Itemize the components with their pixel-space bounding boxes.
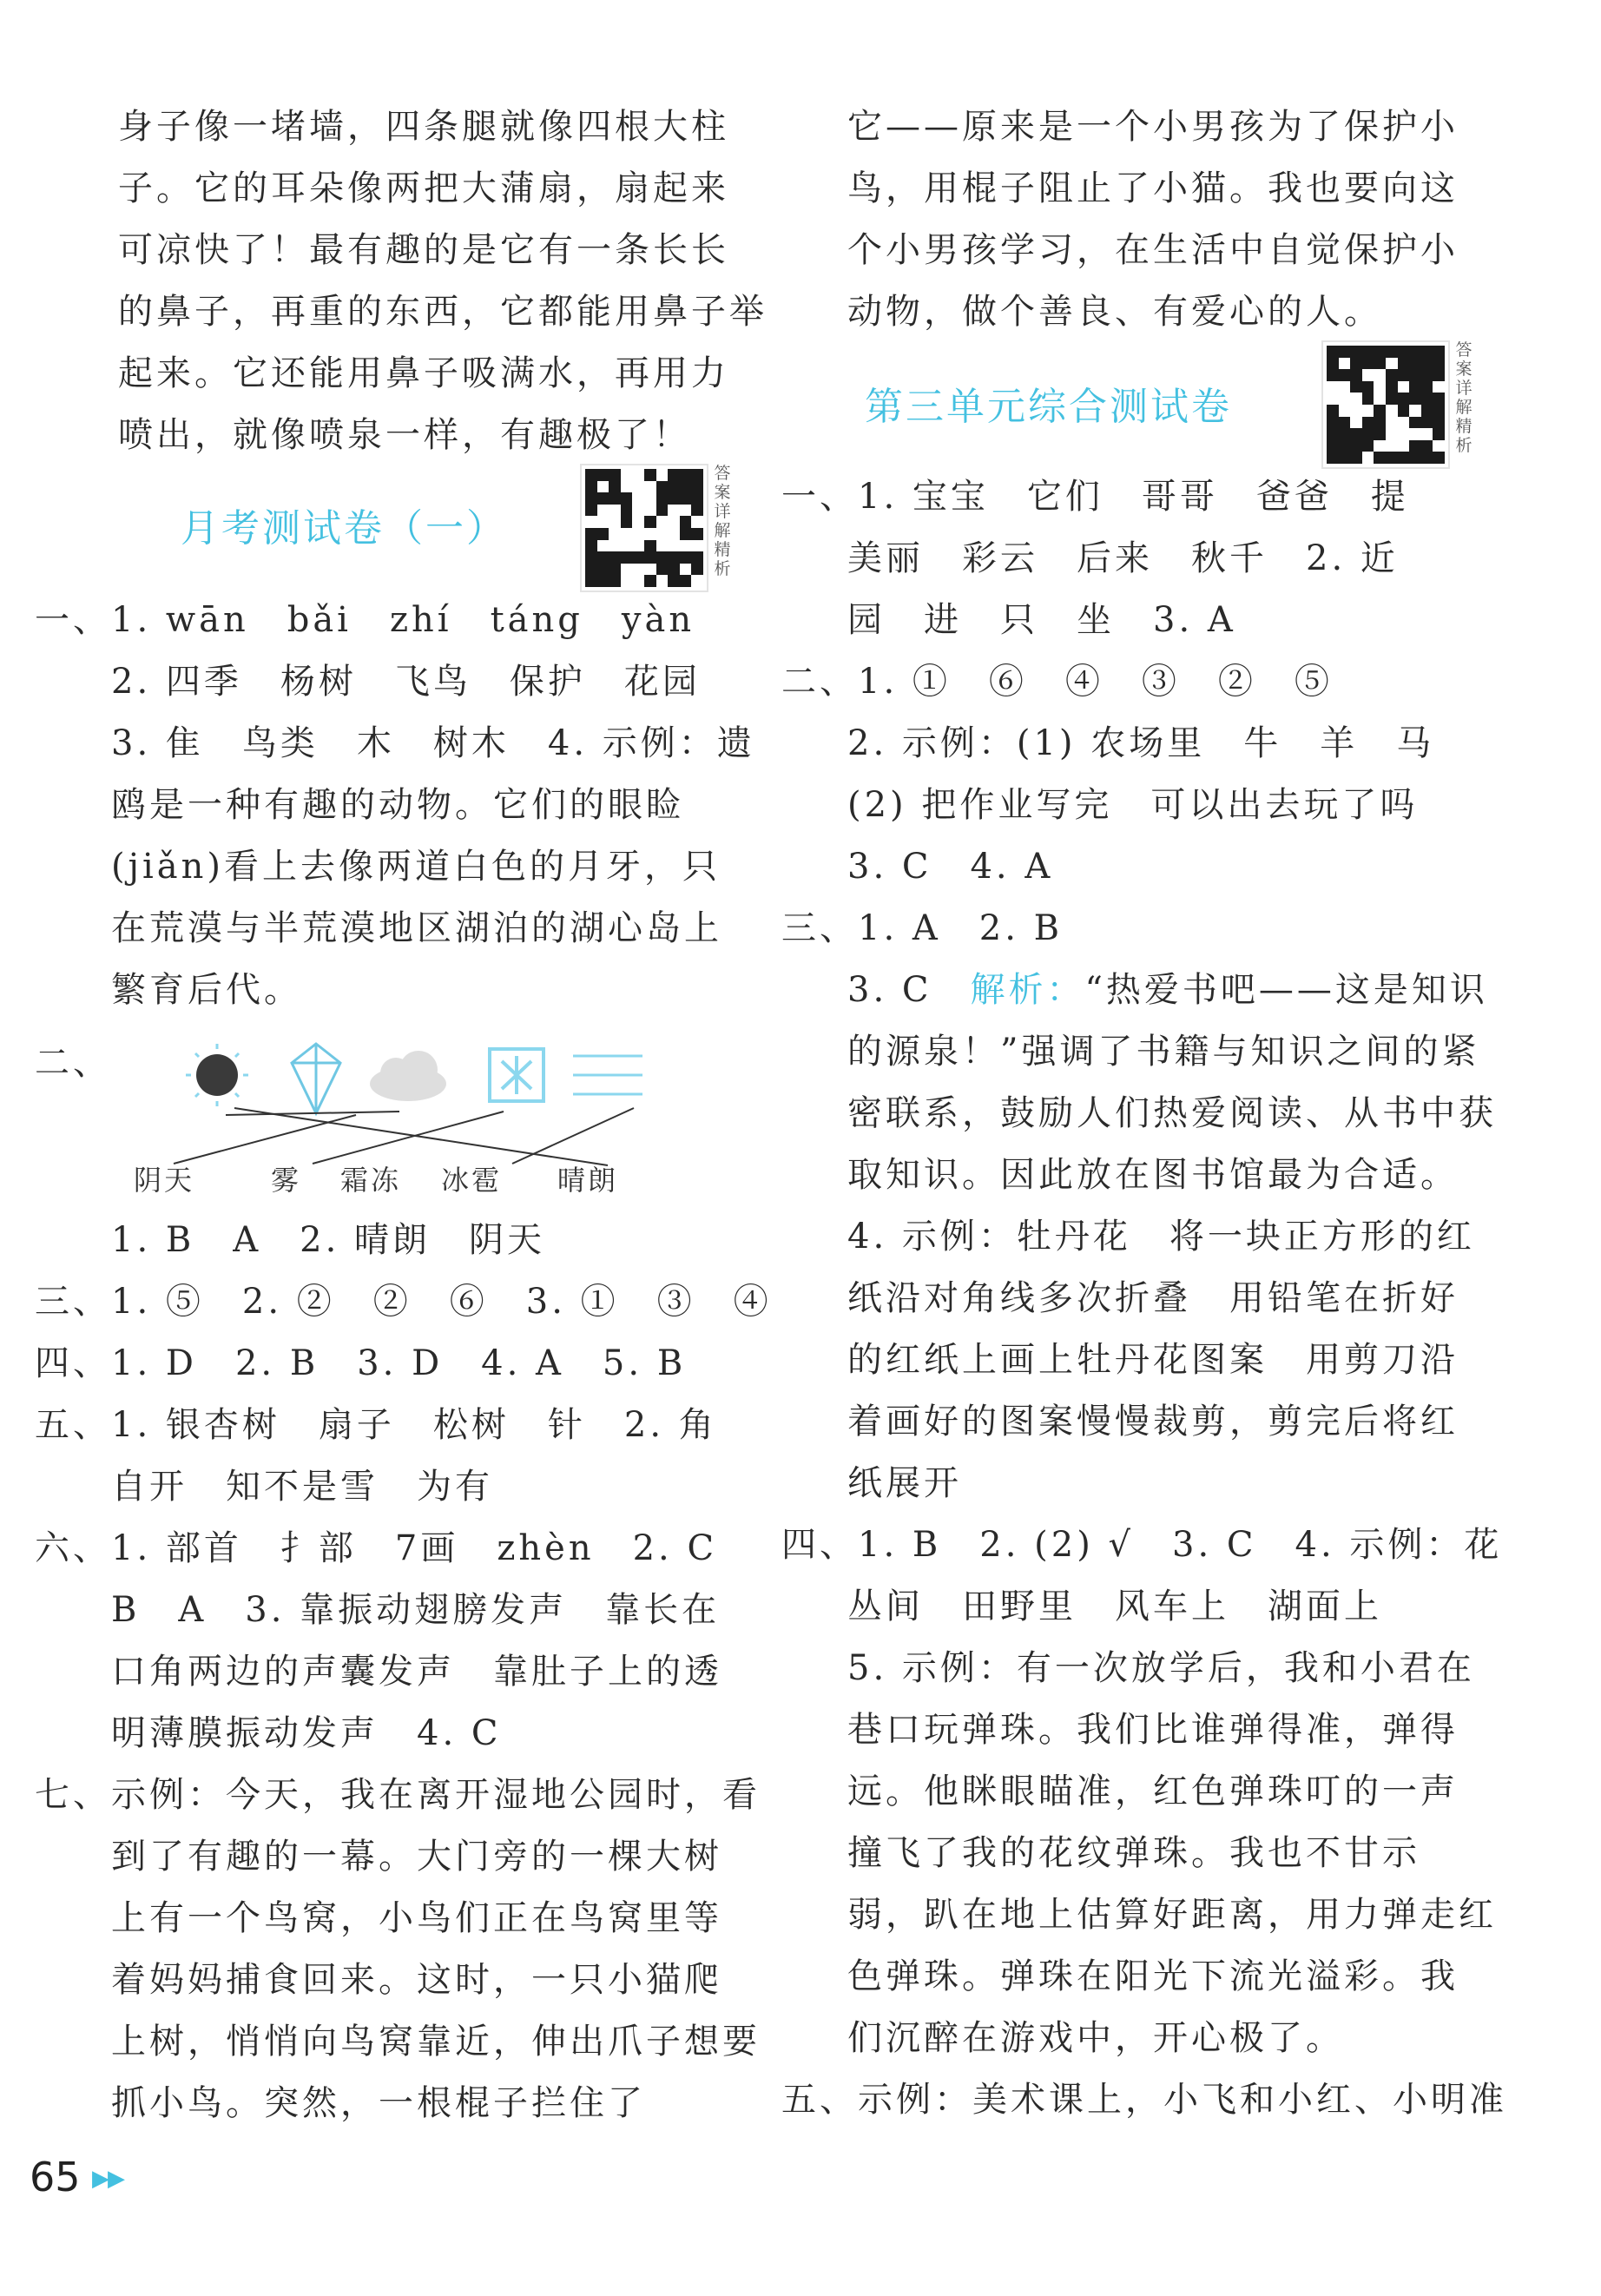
- cloud-icon: [370, 1051, 446, 1101]
- text-line: 5. 示例：有一次放学后，我和小君在: [847, 1648, 1475, 1688]
- hail-icon: [490, 1049, 544, 1101]
- text-line: 远。他眯眼瞄准，红色弹珠叮的一声: [847, 1771, 1459, 1811]
- text-line: 2. 示例：(1) 农场里 牛 羊 马: [847, 723, 1435, 763]
- text-line: 园 进 只 坐 3. A: [847, 600, 1236, 640]
- text-line: 鸥是一种有趣的动物。它们的眼睑: [111, 785, 684, 825]
- text-line: 4. 示例：牡丹花 将一块正方形的红: [847, 1217, 1475, 1257]
- text-line: (2) 把作业写完 可以出去玩了吗: [847, 785, 1419, 825]
- matching-lines: [174, 1108, 634, 1165]
- text-line: 动物，做个善良、有爱心的人。: [847, 292, 1382, 332]
- text-line: 七、示例：今天，我在离开湿地公园时，看: [35, 1775, 761, 1815]
- page-arrows-icon: ▶▶: [92, 2166, 123, 2192]
- text-line: 六、1. 部首 扌部 7画 zhèn 2. C: [35, 1528, 718, 1568]
- text-line: 上树，悄悄向鸟窝靠近，伸出爪子想要: [111, 2022, 761, 2062]
- qr-code-icon: [580, 464, 708, 592]
- text-line: 四、1. B 2. (2) √ 3. C 4. 示例：花: [781, 1525, 1503, 1565]
- match-label: 冰雹: [441, 1164, 503, 1197]
- text-line: (jiǎn)看上去像两道白色的月牙，只: [111, 847, 721, 887]
- text-line: 五、1. 银杏树 扇子 松树 针 2. 角: [35, 1405, 717, 1445]
- text-line: 一、1. 宝宝 它们 哥哥 爸爸 提: [781, 477, 1409, 517]
- text-line: 3. C 4. A: [847, 847, 1054, 887]
- text-line: 美丽 彩云 后来 秋千 2. 近: [847, 538, 1399, 578]
- text-line: 二、1. ① ⑥ ④ ③ ② ⑤: [781, 662, 1333, 702]
- text-line: 身子像一堵墙，四条腿就像四根大柱: [118, 107, 729, 147]
- diamond-icon: [292, 1044, 340, 1113]
- analysis-line: [847, 966, 1488, 1014]
- text-line: 巷口玩弹珠。我们比谁弹得准，弹得: [847, 1710, 1459, 1750]
- section-2-number: 二、: [35, 1043, 111, 1083]
- text-line: 一、1. wān bǎi zhí táng yàn: [35, 600, 695, 640]
- text-line: 的源泉！”强调了书籍与知识之间的紧: [847, 1032, 1480, 1072]
- text-line: 明薄膜振动发声 4. C: [111, 1713, 502, 1753]
- text-line: 可凉快了！最有趣的是它有一条长长: [118, 230, 729, 270]
- text-line: 们沉醉在游戏中，开心极了。: [847, 2018, 1344, 2058]
- text-line: 五、示例：美术课上，小飞和小红、小明准: [781, 2080, 1507, 2120]
- text-line: 的鼻子，再重的东西，它都能用鼻子举: [118, 292, 768, 332]
- text-line: 着画好的图案慢慢裁剪，剪完后将红: [847, 1402, 1459, 1442]
- text-line: 3. 隹 鸟类 木 树木 4. 示例：遗: [111, 723, 755, 763]
- text-line: 在荒漠与半荒漠地区湖泊的湖心岛上: [111, 908, 722, 948]
- sun-icon: [186, 1044, 248, 1106]
- analysis-prefix: 3. C: [847, 970, 971, 1010]
- text-line: 鸟，用棍子阻止了小猫。我也要向这: [847, 168, 1459, 208]
- text-line: 密联系，鼓励人们热爱阅读、从书中获: [847, 1093, 1497, 1133]
- text-line: 取知识。因此放在图书馆最为合适。: [847, 1155, 1459, 1195]
- text-line: 抓小鸟。突然，一根棍子拦住了: [111, 2083, 646, 2123]
- text-line: 口角两边的声囊发声 靠肚子上的透: [111, 1652, 722, 1692]
- text-line: 弱，趴在地上估算好距离，用力弹走红: [847, 1895, 1497, 1935]
- right-section-heading: 第三单元综合测试卷: [865, 385, 1232, 429]
- match-label: 霜冻: [340, 1164, 402, 1197]
- analysis-text: “热爱书吧——这是知识: [1084, 970, 1488, 1010]
- match-label: 晴朗: [557, 1164, 619, 1197]
- match-label: 雾: [271, 1164, 302, 1197]
- text-line: 的红纸上画上牡丹花图案 用剪刀沿: [847, 1340, 1459, 1380]
- text-line: 丛间 田野里 风车上 湖面上: [847, 1587, 1382, 1626]
- analysis-label: 解析：: [970, 970, 1085, 1010]
- text-line: B A 3. 靠振动翅膀发声 靠长在: [111, 1590, 721, 1630]
- text-line: 1. B A 2. 晴朗 阴天: [111, 1220, 546, 1260]
- text-line: 喷出，就像喷泉一样，有趣极了！: [118, 415, 691, 455]
- left-section-heading: 月考测试卷（一）: [181, 506, 507, 551]
- text-line: 起来。它还能用鼻子吸满水，再用力: [118, 353, 729, 393]
- text-line: 纸展开: [847, 1463, 962, 1503]
- text-line: 子。它的耳朵像两把大蒲扇，扇起来: [118, 168, 729, 208]
- text-line: 2. 四季 杨树 飞鸟 保护 花园: [111, 662, 701, 702]
- text-line: 三、1. A 2. B: [781, 908, 1064, 948]
- qr-caption: 答案详解精析: [714, 464, 731, 578]
- text-line: 上有一个鸟窝，小鸟们正在鸟窝里等: [111, 1898, 722, 1938]
- match-label: 阴天: [134, 1164, 195, 1197]
- text-line: 它——原来是一个小男孩为了保护小: [847, 107, 1459, 147]
- text-line: 撞飞了我的花纹弹珠。我也不甘示: [847, 1833, 1420, 1873]
- text-line: 三、1. ⑤ 2. ② ② ⑥ 3. ① ③ ④: [35, 1282, 772, 1322]
- text-line: 纸沿对角线多次折叠 用铅笔在折好: [847, 1278, 1459, 1318]
- text-line: 个小男孩学习，在生活中自觉保护小: [847, 230, 1459, 270]
- text-line: 自开 知不是雪 为有: [111, 1467, 493, 1507]
- text-line: 繁育后代。: [111, 970, 302, 1010]
- text-line: 色弹珠。弹珠在阳光下流光溢彩。我: [847, 1956, 1459, 1996]
- text-line: 到了有趣的一幕。大门旁的一棵大树: [111, 1837, 722, 1877]
- qr-code-icon: [1321, 340, 1450, 469]
- qr-caption: 答案详解精析: [1455, 340, 1473, 455]
- fog-lines-icon: [573, 1056, 642, 1094]
- page-number: 65: [30, 2154, 81, 2200]
- text-line: 四、1. D 2. B 3. D 4. A 5. B: [35, 1343, 687, 1383]
- text-line: 着妈妈捕食回来。这时，一只小猫爬: [111, 1960, 722, 2000]
